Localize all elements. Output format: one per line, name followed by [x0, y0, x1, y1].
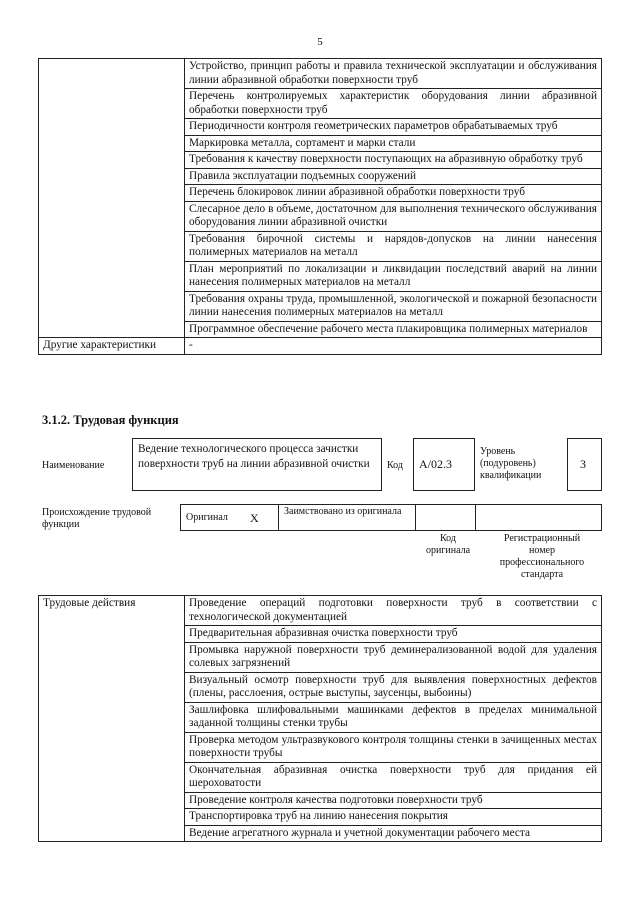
registration-caption: Регистрационный номер профессионального стандарта	[499, 533, 585, 580]
table-cell: Требования бирочной системы и нарядов-допусков на линии нанесения полимерных материалов на металл	[185, 231, 602, 261]
labor-actions-label: Трудовые действия	[39, 596, 185, 842]
table-cell: Проверка методом ультразвукового контроля толщины стенки в зачищенных местах поверхности трубы	[185, 732, 602, 762]
table-row	[39, 59, 602, 89]
table-cell: Устройство, принцип работы и правила технической эксплуатации и обслуживания линии абразивной обработки поверхности труб	[185, 59, 602, 89]
original-label: Оригинал	[186, 512, 228, 523]
code-label: Код	[387, 460, 403, 471]
original-mark: X	[250, 511, 259, 525]
table-cell: План мероприятий по локализации и ликвидации последствий аварий на линии нанесения полимерных материалов на металл	[185, 261, 602, 291]
table-cell: Перечень контролируемых характеристик оборудования линии абразивной обработки поверхности труб	[185, 89, 602, 119]
table-cell: Проведение контроля качества подготовки поверхности труб	[185, 792, 602, 809]
page-number: 5	[317, 36, 323, 48]
code-original-caption: Код оригинала	[425, 533, 471, 556]
table-cell: Визуальный осмотр поверхности труб для выявления поверхностных дефектов (плены, расслоения, острые выступы, заусенцы, выбоины)	[185, 672, 602, 702]
other-characteristics-label: Другие характеристики	[39, 338, 185, 355]
table-cell: Периодичности контроля геометрических параметров обрабатываемых труб	[185, 119, 602, 136]
divider	[475, 504, 476, 531]
table-cell: Правила эксплуатации подъемных сооружений	[185, 168, 602, 185]
table-cell: Маркировка металла, сортамент и марки стали	[185, 135, 602, 152]
table-cell: Зашлифовка шлифовальными машинками дефектов в пределах минимальной заданной толщины стенки трубы	[185, 702, 602, 732]
table-row	[39, 338, 602, 355]
code-value: A/02.3	[419, 457, 452, 471]
origin-label: Происхождение трудовой функции	[42, 507, 152, 530]
table-cell: Слесарное дело в объеме, достаточном для выполнения технического обслуживания оборудования линии абразивной очистки	[185, 201, 602, 231]
section-title: 3.1.2. Трудовая функция	[42, 413, 179, 427]
table-cell: Ведение агрегатного журнала и учетной документации рабочего места	[185, 825, 602, 842]
divider	[278, 504, 279, 531]
name-value: Ведение технологического процесса зачистки поверхности труб на линии абразивной очистки	[138, 443, 370, 470]
table-cell: Транспортировка труб на линию нанесения покрытия	[185, 809, 602, 826]
table-cell: Проведение операций подготовки поверхности труб в соответствии с технологической документацией	[185, 596, 602, 626]
table-cell: Предварительная абразивная очистка поверхности труб	[185, 626, 602, 643]
table-cell: Программное обеспечение рабочего места плакировщика полимерных материалов	[185, 321, 602, 338]
divider	[415, 504, 416, 531]
table-cell: Перечень блокировок линии абразивной обработки поверхности труб	[185, 185, 602, 202]
level-value: 3	[580, 457, 586, 471]
level-label: Уровень (подуровень) квалификации	[480, 446, 542, 481]
name-label: Наименование	[42, 460, 105, 471]
other-characteristics-value: -	[185, 338, 602, 355]
labor-actions-table	[38, 595, 602, 842]
borrowed-label: Заимствовано из оригинала	[284, 506, 402, 517]
table-cell: Требования охраны труда, промышленной, экологической и пожарной безопасности линии нанесения полимерных материалов на металл	[185, 291, 602, 321]
knowledge-table	[38, 58, 602, 355]
table-cell: Окончательная абразивная очистка поверхности труб для придания ей шероховатости	[185, 762, 602, 792]
table-cell: Требования к качеству поверхности поступающих на абразивную обработку труб	[185, 152, 602, 169]
table-cell: Промывка наружной поверхности труб деминерализованной водой для удаления солевых загрязнений	[185, 642, 602, 672]
table-row	[39, 596, 602, 626]
empty-label-cell	[39, 59, 185, 338]
